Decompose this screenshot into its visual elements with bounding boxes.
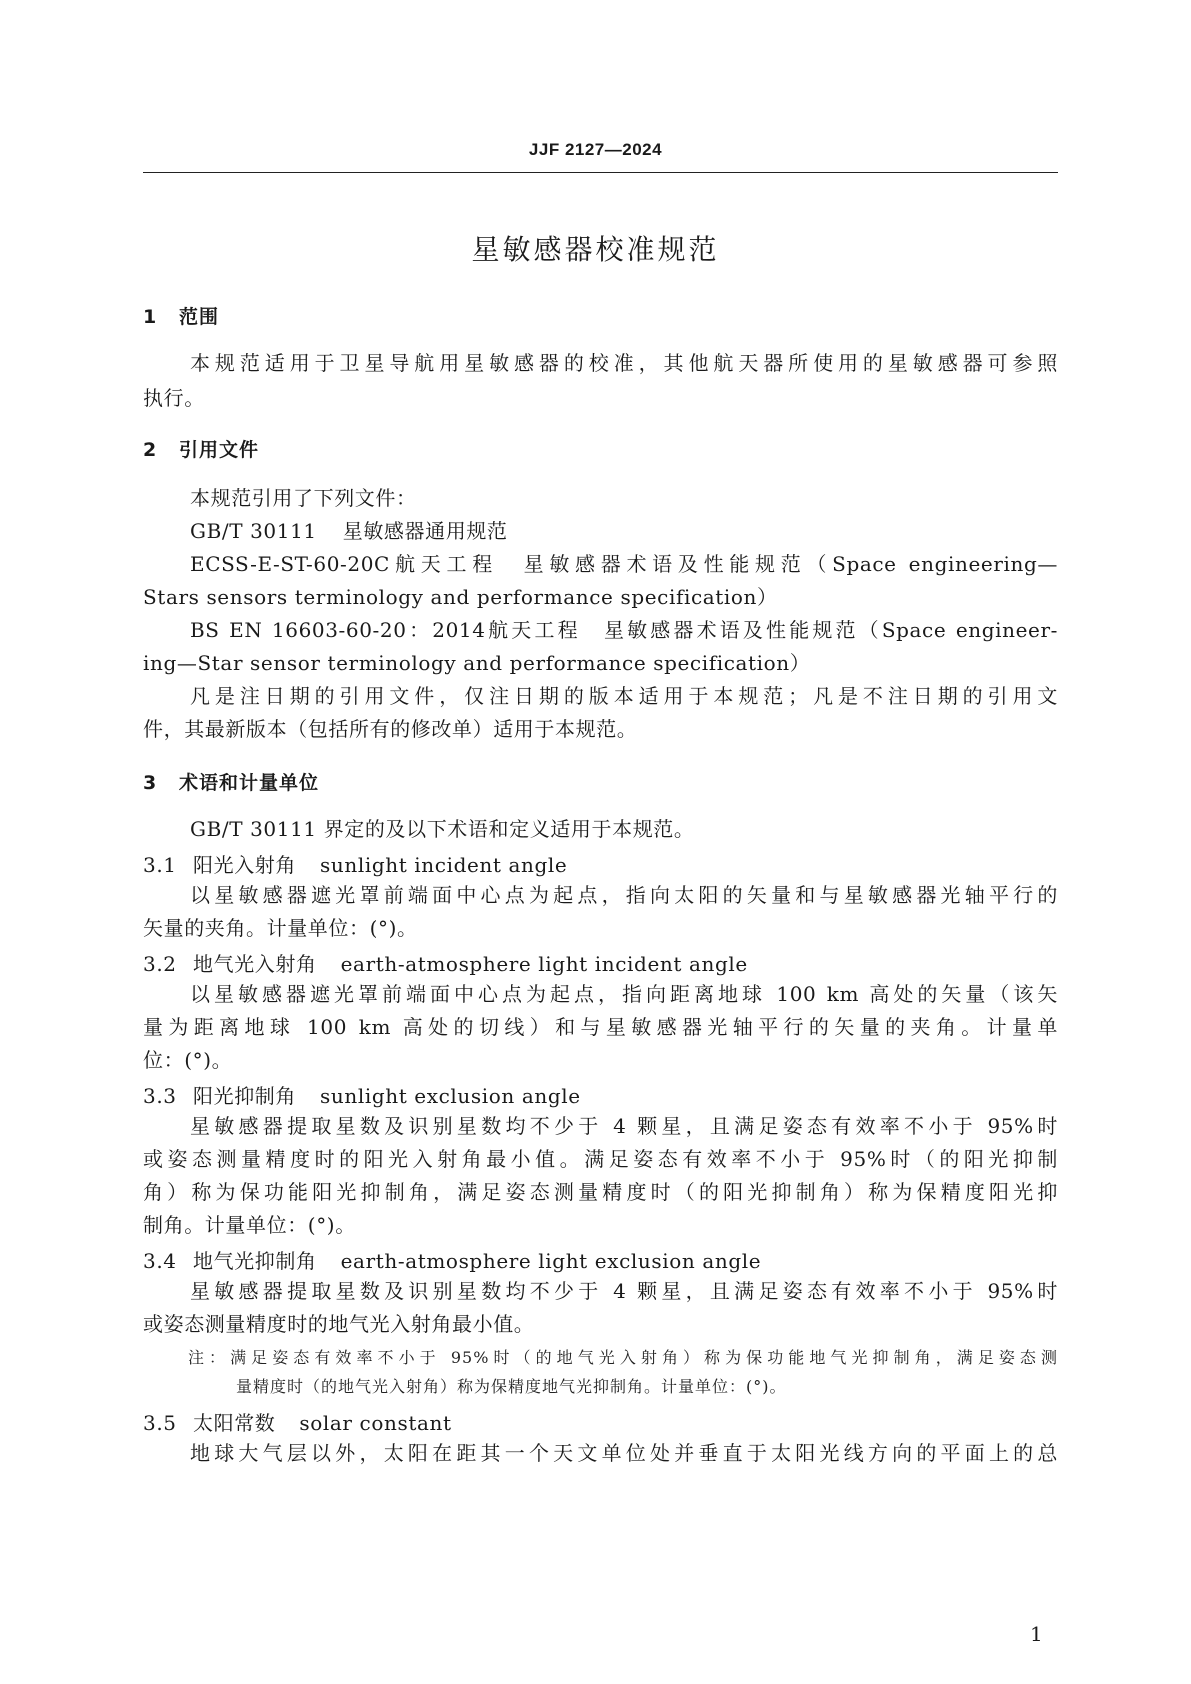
ref-3-line-2: ing—Star sensor terminology and performance specification） <box>143 651 811 675</box>
document-title: 星敏感器校准规范 <box>471 233 720 266</box>
section-number: 3 <box>143 772 158 794</box>
ref-title: 航天工程 星敏感器术语及性能规范（Space engineering— <box>389 552 1058 576</box>
term-zh: 阳光抑制角 <box>193 1084 296 1108</box>
ref-title: 航天工程 星敏感器术语及性能规范（Space engineer- <box>485 618 1058 642</box>
term-en: earth-atmosphere light exclusion angle <box>340 1249 762 1273</box>
refs-intro: 本规范引用了下列文件： <box>190 486 417 510</box>
section-title: 术语和计量单位 <box>179 772 320 794</box>
term-3-2-def-line-2: 量为距离地球 100 km 高处的切线）和与星敏感器光轴平行的矢量的夹角。计量单 <box>143 1015 1058 1039</box>
term-3-4-note-line-1: 注：满足姿态有效率不小于 95%时（的地气光入射角）称为保功能地气光抑制角，满足姿态测 <box>188 1348 1058 1367</box>
term-en: sunlight incident angle <box>320 853 568 877</box>
dated-refs-line-2: 件，其最新版本（包括所有的修改单）适用于本规范。 <box>143 717 638 741</box>
ref-code: GB/T 30111 <box>190 519 317 543</box>
term-3-2-def-line-1: 以星敏感器遮光罩前端面中心点为起点，指向距离地球 100 km 高处的矢量（该矢 <box>190 982 1058 1006</box>
scope-line-2: 执行。 <box>143 386 205 410</box>
standard-code-header: JJF 2127—2024 <box>528 140 663 159</box>
section-title: 范围 <box>179 306 220 328</box>
section-number: 1 <box>143 306 158 328</box>
term-number: 3.2 <box>143 952 177 976</box>
term-number: 3.1 <box>143 853 177 877</box>
term-number: 3.5 <box>143 1411 177 1435</box>
term-3-4-def-line-1: 星敏感器提取星数及识别星数均不少于 4 颗星，且满足姿态有效率不小于 95%时 <box>190 1279 1058 1303</box>
section-number: 2 <box>143 439 158 461</box>
ref-2-line-2: Stars sensors terminology and performance specification） <box>143 585 778 609</box>
term-number: 3.3 <box>143 1084 177 1108</box>
section-3-heading <box>143 768 319 795</box>
term-en: sunlight exclusion angle <box>320 1084 581 1108</box>
terms-intro: GB/T 30111 界定的及以下术语和定义适用于本规范。 <box>190 817 695 841</box>
ref-3-line-1 <box>190 617 1058 643</box>
term-3-5-heading <box>143 1407 452 1436</box>
page-number: 1 <box>1030 1622 1043 1646</box>
term-3-3-heading <box>143 1080 581 1109</box>
ref-2-line-1 <box>190 551 1058 577</box>
term-en: earth-atmosphere light incident angle <box>340 952 748 976</box>
term-number: 3.4 <box>143 1249 177 1273</box>
section-1-heading <box>143 302 219 329</box>
term-3-1-heading <box>143 849 567 878</box>
term-3-2-heading <box>143 948 748 977</box>
term-3-1-def-line-2: 矢量的夹角。计量单位：(°)。 <box>143 916 418 940</box>
term-en: solar constant <box>299 1411 452 1435</box>
section-2-heading <box>143 435 259 462</box>
term-3-3-def-line-1: 星敏感器提取星数及识别星数均不少于 4 颗星，且满足姿态有效率不小于 95%时 <box>190 1114 1058 1138</box>
section-title: 引用文件 <box>179 439 260 461</box>
term-3-4-def-line-2: 或姿态测量精度时的地气光入射角最小值。 <box>143 1312 535 1336</box>
ref-code: ECSS-E-ST-60-20C <box>190 552 390 576</box>
term-3-3-def-line-2: 或姿态测量精度时的阳光入射角最小值。满足姿态有效率不小于 95%时（的阳光抑制 <box>143 1147 1058 1171</box>
term-3-4-note-line-2: 量精度时（的地气光入射角）称为保精度地气光抑制角。计量单位：(°)。 <box>236 1377 787 1396</box>
term-zh: 太阳常数 <box>193 1411 276 1435</box>
term-3-3-def-line-3: 角）称为保功能阳光抑制角，满足姿态测量精度时（的阳光抑制角）称为保精度阳光抑 <box>143 1180 1058 1204</box>
scope-line-1: 本规范适用于卫星导航用星敏感器的校准，其他航天器所使用的星敏感器可参照 <box>190 351 1058 375</box>
ref-1 <box>190 518 1058 544</box>
dated-refs-line-1: 凡是注日期的引用文件，仅注日期的版本适用于本规范；凡是不注日期的引用文 <box>190 684 1058 708</box>
ref-title: 星敏感器通用规范 <box>342 519 508 543</box>
term-3-5-def-line-1: 地球大气层以外，太阳在距其一个天文单位处并垂直于太阳光线方向的平面上的总 <box>190 1441 1058 1465</box>
term-zh: 阳光入射角 <box>193 853 296 877</box>
term-3-4-heading <box>143 1245 761 1274</box>
term-zh: 地气光抑制角 <box>193 1249 317 1273</box>
header-rule <box>143 172 1058 173</box>
ref-code: BS EN 16603-60-20：2014 <box>190 618 486 642</box>
term-3-2-def-line-3: 位：(°)。 <box>143 1048 233 1072</box>
term-3-3-def-line-4: 制角。计量单位：(°)。 <box>143 1213 356 1237</box>
term-zh: 地气光入射角 <box>193 952 317 976</box>
term-3-1-def-line-1: 以星敏感器遮光罩前端面中心点为起点，指向太阳的矢量和与星敏感器光轴平行的 <box>190 883 1058 907</box>
